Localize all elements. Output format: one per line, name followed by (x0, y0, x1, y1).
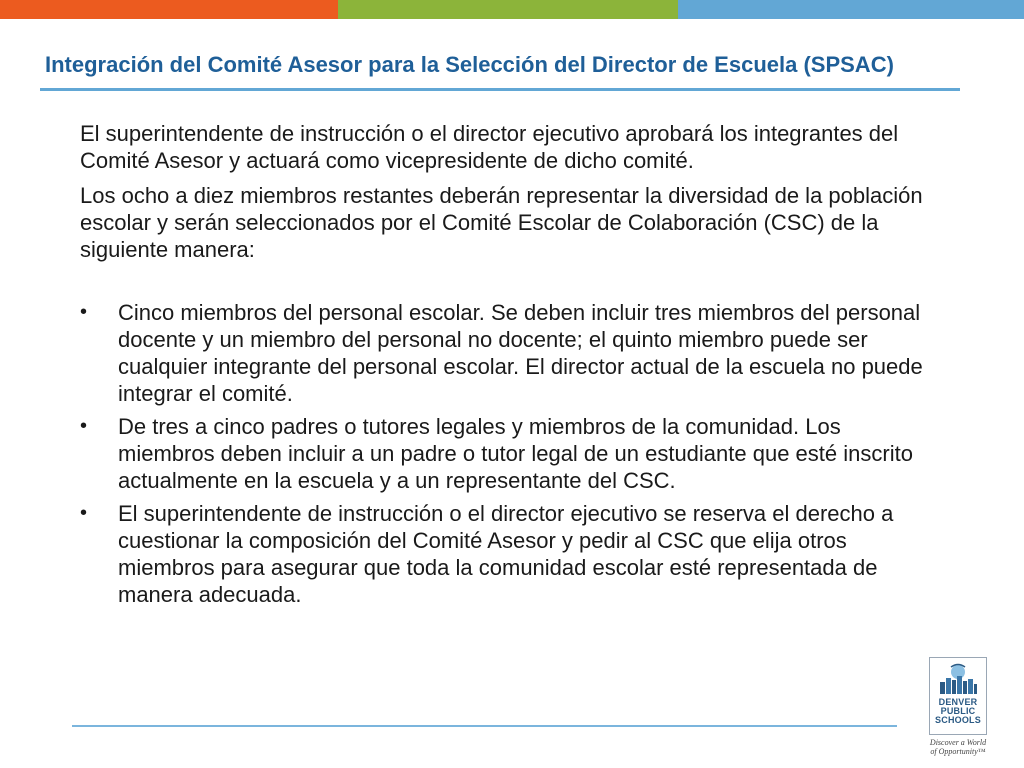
bullet-item-1 (80, 299, 940, 407)
paragraph-2: Los ocho a diez miembros restantes deberán representar la diversidad de la población escolar y serán seleccionados por el Comité Escolar de Colaboración (CSC) de la siguiente manera: (80, 183, 923, 262)
slide-title: Integración del Comité Asesor para la Selección del Director de Escuela (SPSAC) (45, 52, 894, 77)
top-bar-green-segment (338, 0, 678, 19)
denver-public-schools-logo (929, 657, 987, 763)
paragraph-1: El superintendente de instrucción o el director ejecutivo aprobará los integrantes del Comité Asesor y actuará como vicepresidente de dicho comité. (80, 121, 899, 173)
logo-line-3: SCHOOLS (935, 715, 981, 725)
bullet-list (80, 299, 940, 608)
logo-badge (929, 657, 987, 735)
bullet-item-3 (80, 500, 940, 608)
top-color-bar (0, 0, 1024, 19)
bullet-text-3: El superintendente de instrucción o el director ejecutivo se reserva el derecho a cuestionar la composición del Comité Asesor y pedir al CSC que elija otros miembros para asegurar que toda la comunidad escolar esté representada de manera adecuada. (118, 501, 894, 607)
bullet-icon: • (80, 301, 88, 323)
title-underline (40, 88, 960, 91)
city-skyline-icon (936, 662, 980, 698)
bullet-text-2: De tres a cinco padres o tutores legales y miembros de la comunidad. Los miembros deben incluir a un padre o tutor legal de un estudiante que esté inscrito actualmente en la escuela y a un representante del CSC. (118, 414, 913, 493)
footer-divider (72, 725, 897, 727)
bullet-text-1: Cinco miembros del personal escolar. Se deben incluir tres miembros del personal docente y un miembro del personal no docente; el quinto miembro puede ser cualquier integrante del personal escolar. El director actual de la escuela no puede integrar el comité. (118, 300, 923, 406)
bullet-icon: • (80, 502, 88, 524)
logo-tagline-2: of Opportunity™ (930, 747, 986, 756)
slide-body (80, 120, 940, 614)
bullet-item-2 (80, 413, 940, 494)
logo-line-2: PUBLIC (940, 706, 976, 716)
top-bar-blue-segment (678, 0, 1024, 19)
top-bar-orange-segment (0, 0, 338, 19)
bullet-icon: • (80, 415, 88, 437)
logo-line-1: DENVER (938, 697, 978, 707)
logo-tagline-1: Discover a World (929, 738, 987, 747)
